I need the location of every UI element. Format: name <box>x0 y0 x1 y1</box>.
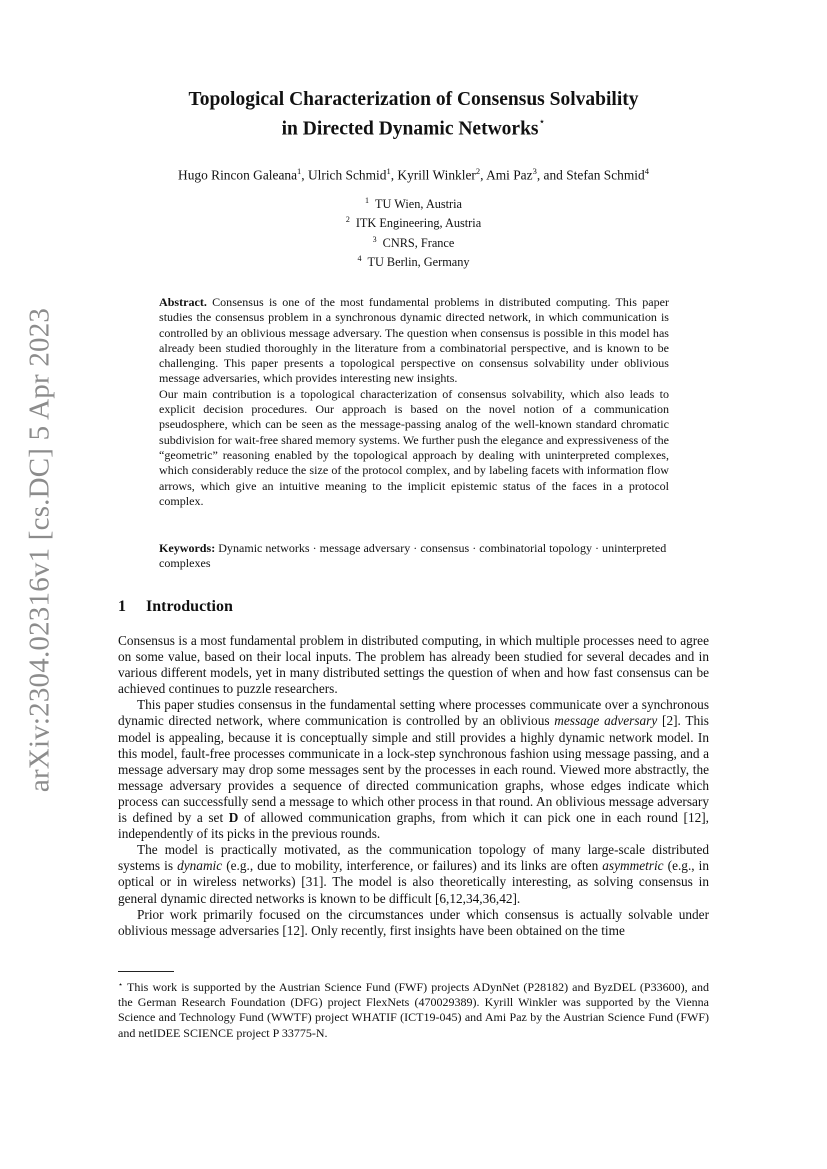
abstract-label: Abstract. <box>159 295 207 309</box>
affiliation-text: TU Berlin, Germany <box>367 255 470 270</box>
author-affiliation-mark: 1 <box>297 166 302 176</box>
author-name: Hugo Rincon Galeana <box>178 167 298 183</box>
keyword: Dynamic networks <box>218 541 310 555</box>
affiliation-number: 1 <box>364 196 369 205</box>
body-paragraph-4: Prior work primarily focused on the circumstances under which consensus is actually solvable under oblivious message adversaries [12]. Only recently, first insights have been obtained on the time <box>118 906 709 938</box>
section-number: 1 <box>118 598 126 615</box>
footnote-mark: ⋆ <box>118 980 124 989</box>
paper-title <box>118 88 709 142</box>
title-line-2 <box>118 112 709 142</box>
author-list <box>100 163 727 183</box>
body-paragraph-1: Consensus is a most fundamental problem in distributed computing, in which multiple processes need to agree on some value, based on their local inputs. The problem has already been studied for several decades and in various different models, yet in many distributed settings the question of when and how fast consensus can be achieved continues to puzzle researchers. <box>118 633 709 697</box>
body-paragraph-3 <box>118 842 709 906</box>
author-separator: , <box>390 167 398 183</box>
affiliation-number: 3 <box>372 234 377 244</box>
keyword: message adversary <box>319 541 411 555</box>
author-name: Stefan Schmid <box>566 167 645 183</box>
keyword-separator: · <box>469 541 480 555</box>
affiliation-list <box>200 193 627 271</box>
introduction-body <box>118 633 709 939</box>
abstract-text-1: Consensus is one of the most fundamental problems in distributed computing. This paper studies the consensus problem in a synchronous dynamic directed network, in which communication is controlled by an oblivious message adversary. The question when consensus is possible in this model has already been studied thoroughly in the literature from a combinatorial perspective, and is known to be challenging. This paper presents a topological perspective on consensus solvability under oblivious message adversaries, which provides interesting new insights. <box>159 295 669 386</box>
author-affiliation-mark: 4 <box>644 166 649 176</box>
body-emphasis: message adversary <box>554 713 658 729</box>
affiliation-number: 4 <box>357 254 362 264</box>
affiliation <box>200 212 627 231</box>
abstract-paragraph-1 <box>159 295 669 387</box>
footnote-rule <box>118 971 174 972</box>
keyword: combinatorial topology <box>479 541 592 555</box>
footnote <box>118 977 709 1041</box>
author-affiliation-mark: 3 <box>532 166 537 176</box>
affiliation-text: TU Wien, Austria <box>374 197 463 212</box>
body-paragraph-2 <box>118 697 709 842</box>
affiliation <box>200 232 627 251</box>
body-emphasis: dynamic <box>177 858 223 874</box>
keyword-separator: · <box>309 541 320 555</box>
author-name: Kyrill Winkler <box>397 167 476 183</box>
body-text: [2]. This model is appealing, because it is conceptually simple and still provides a highly dynamic network model. In this model, fault-free processes communicate in a lock-step synchronous fashion using message passing, and a message adversary may drop some messages sent by the processes in each round. Viewed more abstractly, the message adversary provides a sequence of directed communication graphs, whose edges indicate which process can successfully send a message to which other process in that round. An oblivious message adversary is defined by a set <box>118 713 709 826</box>
keyword: consensus <box>420 541 470 555</box>
title-line-2-text: in Directed Dynamic Networks <box>281 118 539 140</box>
section-title: Introduction <box>146 598 233 615</box>
affiliation-number: 2 <box>345 215 350 225</box>
body-text: This paper studies consensus in the fundamental setting where processes communicate over a synchronous dynamic directed network, where communication is controlled by an oblivious <box>118 697 709 729</box>
keyword-separator: · <box>410 541 421 555</box>
affiliation <box>200 251 627 270</box>
title-footnote-mark: ⋆ <box>538 116 546 128</box>
author-and-separator: , and <box>536 167 567 183</box>
author-separator: , <box>301 167 308 183</box>
title-line-1: Topological Characterization of Consensus Solvability <box>188 89 639 110</box>
arxiv-identifier-text: arXiv:2304.02316v1 [cs.DC] 5 Apr 2023 <box>23 307 56 793</box>
footnote-text: This work is supported by the Austrian Science Fund (FWF) projects ADynNet (P28182) and ByzDEL (P33600), and the German Research Foundation (DFG) project FlexNets (470029389). Kyrill Winkler was supported by the Vienna Science and Technology Fund (WWTF) project WHATIF (ICT19-045) and Ami Paz by the Austrian Science Fund (FWF) and netIDEE SCIENCE project P 33775-N. <box>118 980 709 1040</box>
keyword-separator: · <box>592 541 603 555</box>
abstract <box>159 295 669 509</box>
author-affiliation-mark: 1 <box>386 166 391 176</box>
author-separator: , <box>480 167 487 183</box>
section-heading <box>118 598 233 616</box>
affiliation <box>200 193 627 212</box>
keywords-label: Keywords: <box>159 541 216 555</box>
body-text: The model is practically motivated, as the communication topology of many large-scale distributed systems is <box>118 842 709 874</box>
affiliation-text: CNRS, France <box>382 235 455 250</box>
author-affiliation-mark: 2 <box>475 166 481 176</box>
body-bold-symbol: D <box>228 810 239 826</box>
keyword: uninterpreted complexes <box>159 541 667 571</box>
body-text: (e.g., due to mobility, interference, or failures) and its links are often <box>222 858 603 874</box>
keywords <box>159 541 674 572</box>
affiliation-text: ITK Engineering, Austria <box>355 216 482 231</box>
body-text: of allowed communication graphs, from which it can pick one in each round [12], independently of its picks in the previous rounds. <box>118 810 709 842</box>
author-name: Ulrich Schmid <box>307 167 387 183</box>
arxiv-side-identifier <box>0 0 60 1169</box>
body-emphasis: asymmetric <box>602 858 664 874</box>
body-text: (e.g., in optical or in wireless networks) [31]. The model is also theoretically interesting, as solving consensus in general dynamic directed networks is known to be difficult [6,12,34,36,42]. <box>118 858 709 906</box>
author-name: Ami Paz <box>486 167 533 183</box>
abstract-paragraph-2: Our main contribution is a topological characterization of consensus solvability, which also leads to explicit decision procedures. Our approach is based on the novel notion of a communication pseudosphere, which can be seen as the message-passing analog of the well-known standard chromatic subdivision for wait-free shared memory systems. We further push the elegance and expressiveness of the “geometric” reasoning enabled by the topological approach by dealing with uninterpreted complexes, which considerably reduce the size of the protocol complex, and by labeling facets with information flow arrows, which give an intuitive meaning to the implicit epistemic status of the faces in a protocol complex. <box>159 386 669 508</box>
